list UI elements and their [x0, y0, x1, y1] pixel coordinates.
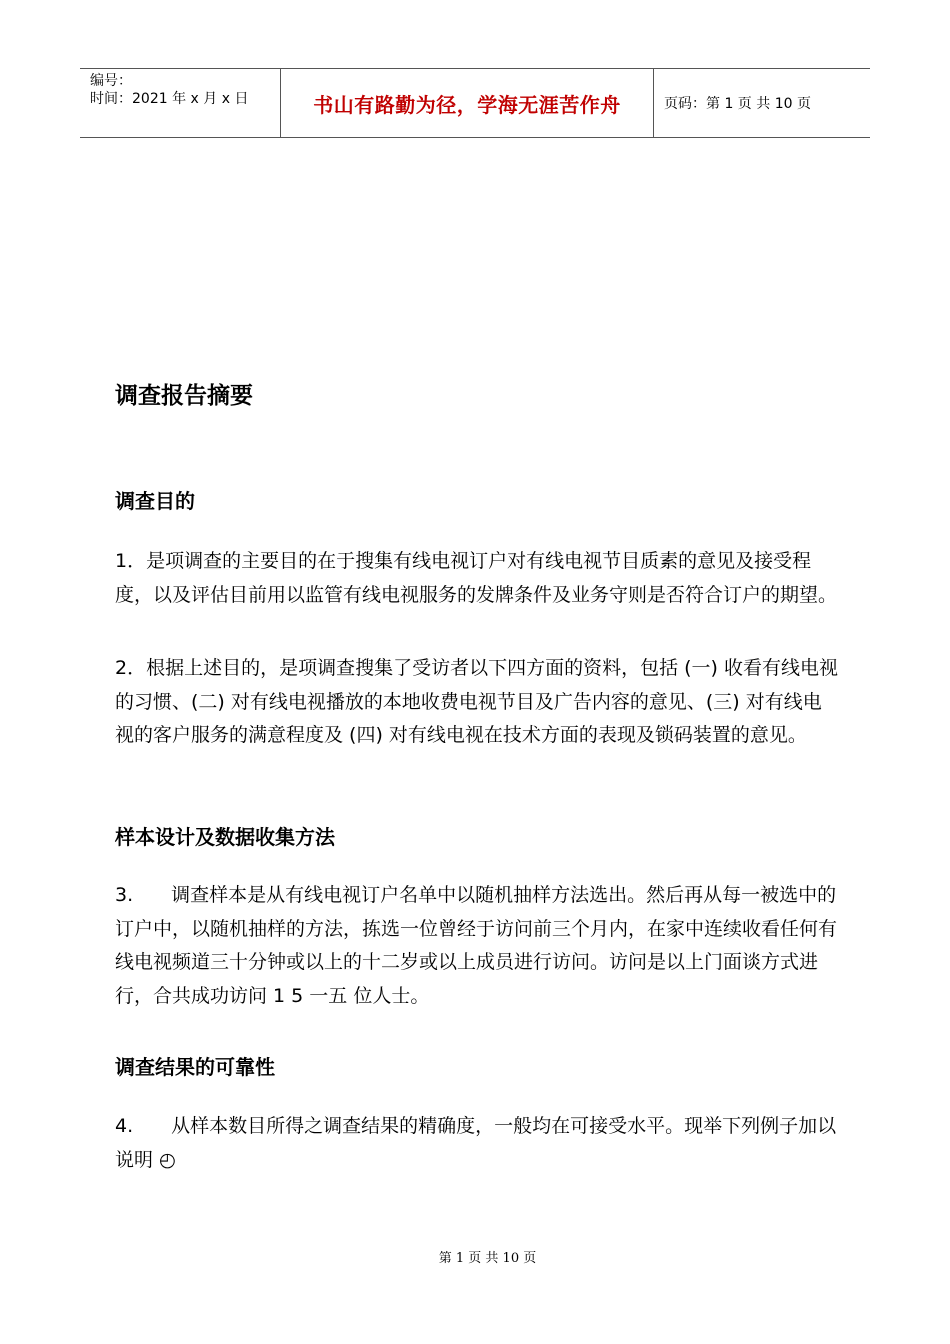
paragraph-3: 3. 调查样本是从有线电视订户名单中以随机抽样方法选出。然后再从每一被选中的订户中，以随机抽样的方法，拣选一位曾经于访问前三个月内，在家中连续收看任何有线电视频道三十分钟或以上的十二岁或以上成员进行访问。访问是以上门面谈方式进行，合共成功访问 1 5 一五 位人士。 [115, 884, 838, 1007]
document-title: 调查报告摘要 [115, 383, 253, 409]
time-label: 时间：2021 年 x 月 x 日 [90, 91, 249, 107]
paragraph-1: 1．是项调查的主要目的在于搜集有线电视订户对有线电视节目质素的意见及接受程度，以及评估目前用以监管有线电视服务的发牌条件及业务守则是否符合订户的期望。 [115, 550, 838, 606]
header-motto-cell [281, 69, 654, 137]
motto: 书山有路勤为径，学海无涯苦作舟 [313, 92, 621, 117]
code-label: 编号： [90, 73, 132, 89]
section-heading-reliability: 调查结果的可靠性 [115, 1055, 275, 1079]
paragraph-2: 2．根据上述目的，是项调查搜集了受访者以下四方面的资料，包括 (一) 收看有线电视的习惯、(二) 对有线电视播放的本地收费电视节目及广告内容的意见、(三) 对有线电视的客户服务的满意程度及 (四) 对有线电视在技术方面的表现及锁码装置的意见。 [115, 657, 838, 746]
page-footer: 第 1 页 共 10 页 [438, 1251, 537, 1266]
header-meta-cell [80, 69, 281, 137]
section-heading-purpose: 调查目的 [115, 489, 195, 513]
paragraph-4: 4. 从样本数目所得之调查结果的精确度，一般均在可接受水平。现举下列例子加以说明 ◴ [115, 1115, 837, 1171]
header-table [80, 68, 870, 138]
page-info: 页码：第 1 页 共 10 页 [664, 96, 811, 112]
header-page-cell [654, 69, 870, 137]
section-heading-sampling: 样本设计及数据收集方法 [115, 825, 335, 849]
